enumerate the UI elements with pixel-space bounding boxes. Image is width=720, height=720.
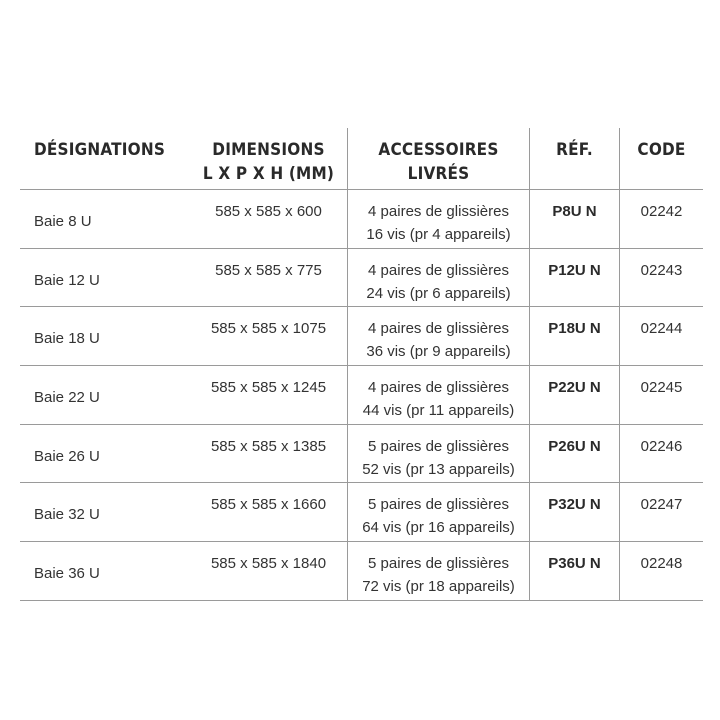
header-ref: RÉF. (529, 128, 619, 189)
accessories-cell (347, 542, 529, 600)
accessories-cell (347, 425, 529, 483)
dimensions-cell: 585 x 585 x 600 (215, 203, 322, 220)
table-row (20, 366, 703, 425)
designation-cell: Baie 18 U (34, 330, 100, 348)
header-accessoires-title: ACCESSOIRES (378, 140, 499, 160)
header-accessoires-sub: LIVRÉS (407, 164, 470, 184)
code-cell: 02242 (619, 190, 703, 248)
table-row (20, 190, 703, 249)
code-cell: 02243 (619, 249, 703, 307)
table-row (20, 542, 703, 601)
accessories-cell (347, 366, 529, 424)
code-cell: 02245 (619, 366, 703, 424)
header-dimensions-title: DIMENSIONS (212, 140, 325, 160)
dimensions-cell: 585 x 585 x 1385 (210, 437, 327, 455)
designation-cell: Baie 26 U (34, 447, 100, 465)
accessories-cell (347, 190, 529, 248)
designation-cell: Baie 8 U (34, 213, 92, 230)
dimensions-cell: 585 x 585 x 1245 (210, 379, 327, 397)
accessories-rails: 4 paires de glissières (368, 379, 509, 397)
accessories-rails: 5 paires de glissières (368, 496, 509, 514)
ref-cell: P22U N (529, 366, 619, 424)
accessories-cell (347, 307, 529, 365)
ref-cell: P36U N (529, 542, 619, 600)
table-row (20, 425, 703, 484)
accessories-screws: 16 vis (pr 4 appareils) (366, 226, 511, 243)
table-header (20, 128, 703, 190)
accessories-screws: 44 vis (pr 11 appareils) (362, 402, 515, 420)
ref-cell: P12U N (529, 249, 619, 307)
header-designations: DÉSIGNATIONS (34, 140, 166, 160)
accessories-screws: 24 vis (pr 6 appareils) (366, 284, 511, 302)
designation-cell: Baie 36 U (34, 565, 100, 583)
ref-cell: P18U N (529, 307, 619, 365)
accessories-rails: 4 paires de glissières (368, 320, 509, 338)
dimensions-cell: 585 x 585 x 775 (215, 261, 322, 279)
code-cell: 02246 (619, 425, 703, 483)
accessories-screws: 36 vis (pr 9 appareils) (366, 343, 511, 361)
table-row (20, 307, 703, 366)
header-dimensions-unit: L X P X H (MM) (202, 164, 335, 184)
accessories-rails: 5 paires de glissières (368, 555, 509, 573)
accessories-screws: 72 vis (pr 18 appareils) (362, 578, 515, 596)
header-dimensions (190, 128, 347, 189)
header-accessoires (347, 128, 529, 189)
dimensions-cell: 585 x 585 x 1840 (210, 555, 327, 573)
accessories-rails: 4 paires de glissières (368, 261, 509, 279)
dimensions-cell: 585 x 585 x 1075 (210, 320, 327, 338)
accessories-screws: 52 vis (pr 13 appareils) (362, 460, 515, 478)
header-code: CODE (619, 128, 703, 189)
code-cell: 02244 (619, 307, 703, 365)
accessories-rails: 5 paires de glissières (368, 437, 509, 455)
accessories-screws: 64 vis (pr 16 appareils) (362, 519, 515, 537)
accessories-cell (347, 249, 529, 307)
table-row (20, 249, 703, 308)
code-cell: 02248 (619, 542, 703, 600)
accessories-cell (347, 483, 529, 541)
table-row (20, 483, 703, 542)
ref-cell: P32U N (529, 483, 619, 541)
accessories-rails: 4 paires de glissières (368, 203, 509, 220)
designation-cell: Baie 12 U (34, 271, 100, 289)
designation-cell: Baie 32 U (34, 506, 100, 524)
dimensions-cell: 585 x 585 x 1660 (210, 496, 327, 514)
ref-cell: P26U N (529, 425, 619, 483)
ref-cell: P8U N (529, 190, 619, 248)
designation-cell: Baie 22 U (34, 389, 100, 407)
code-cell: 02247 (619, 483, 703, 541)
product-table (20, 128, 703, 601)
